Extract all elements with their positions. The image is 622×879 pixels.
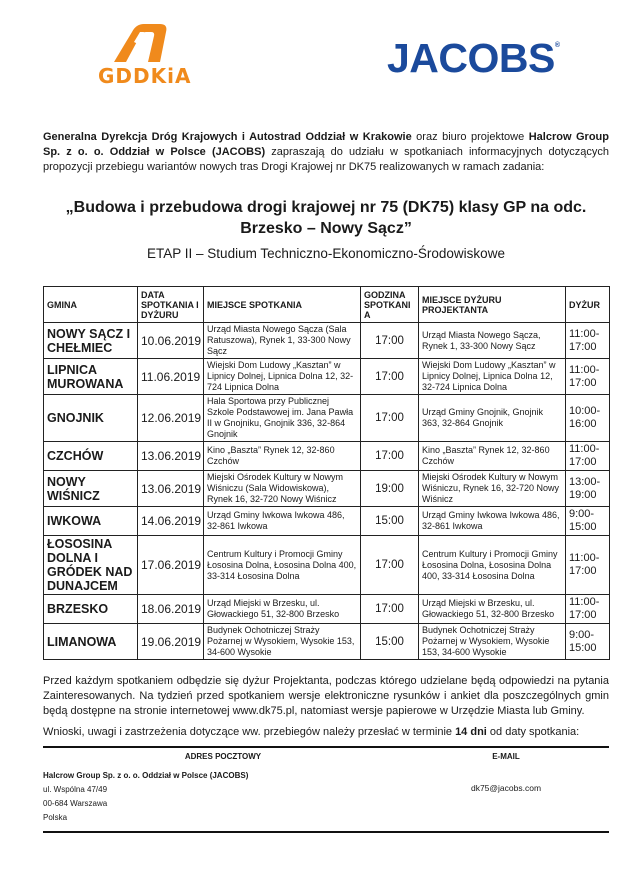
date-cell: 13.06.2019 (138, 471, 204, 507)
hour-cell: 17:00 (361, 442, 419, 471)
gmina-cell: NOWY SĄCZ I CHEŁMIEC (44, 323, 138, 359)
gddkia-logo (98, 22, 198, 92)
remarks-deadline: 14 dni (455, 726, 487, 738)
remarks-text-after: od daty spotkania: (486, 726, 580, 738)
intro-connector: oraz biuro projektowe (411, 131, 529, 143)
duty-cell: 10:00-16:00 (566, 395, 610, 442)
address-country: Polska (43, 813, 68, 822)
intro-text: zapraszają do udziału w spotkaniach informacyjnych dotyczących propozycji przebiegu wariantów nowych tras Drogi Krajowej nr DK75 realizowanych w ramach zadania: (43, 146, 609, 173)
duty-cell: 11:00-17:00 (566, 442, 610, 471)
intro-organizer: Generalna Dyrekcja Dróg Krajowych i Autostrad Oddział w Krakowie (43, 131, 412, 143)
duty-place-cell: Kino „Baszta” Rynek 12, 32-860 Czchów (419, 442, 566, 471)
date-cell: 17.06.2019 (138, 536, 204, 595)
email-header: E-MAIL (492, 752, 520, 761)
place-cell: Wiejski Dom Ludowy „Kasztan” w Lipnicy Dolnej, Lipnica Dolna 12, 32-724 Lipnica Dolna (204, 359, 361, 395)
duty-cell: 11:00-17:00 (566, 359, 610, 395)
registered-mark: ® (554, 42, 560, 49)
address-header: ADRES POCZTOWY (184, 752, 262, 761)
project-subtitle: ETAP II – Studium Techniczno-Ekonomiczno-Środowiskowe (147, 246, 505, 261)
email-link[interactable]: dk75@jacobs.com (470, 783, 542, 793)
header-gmina: GMINA (44, 287, 138, 323)
table-row (44, 471, 610, 507)
duty-cell: 11:00-17:00 (566, 595, 610, 624)
jacobs-logo (387, 35, 560, 81)
table-row (44, 359, 610, 395)
address-city: 00-684 Warszawa (43, 799, 108, 808)
page-content (0, 118, 622, 853)
hour-cell: 17:00 (361, 323, 419, 359)
gmina-cell: CZCHÓW (44, 442, 138, 471)
hour-cell: 15:00 (361, 507, 419, 536)
address-street: ul. Wspólna 47/49 (43, 785, 108, 794)
gmina-cell: GNOJNIK (44, 395, 138, 442)
date-cell: 14.06.2019 (138, 507, 204, 536)
date-cell: 11.06.2019 (138, 359, 204, 395)
hour-cell: 15:00 (361, 624, 419, 660)
table-row (44, 395, 610, 442)
date-cell: 10.06.2019 (138, 323, 204, 359)
table-row (44, 536, 610, 595)
hour-cell: 17:00 (361, 595, 419, 624)
table-row (44, 507, 610, 536)
intro-paragraph (43, 130, 609, 175)
gmina-cell: BRZESKO (44, 595, 138, 624)
contact-section (43, 746, 609, 833)
header-meeting-hour: GODZINA SPOTKANIA (361, 287, 419, 323)
gddkia-logo-text: GDDKiA (98, 64, 192, 88)
duty-cell: 11:00-17:00 (566, 323, 610, 359)
email-column (403, 751, 609, 825)
road-icon (110, 22, 170, 64)
date-cell: 13.06.2019 (138, 442, 204, 471)
duty-place-cell: Urząd Miejski w Brzesku, ul. Głowackiego 51, 32-800 Brzesko (419, 595, 566, 624)
header-duty-place: MIEJSCE DYŻURU PROJEKTANTA (419, 287, 566, 323)
duty-place-cell: Wiejski Dom Ludowy „Kasztan” w Lipnicy Dolnej, Lipnica Dolna 12, 32-724 Lipnica Dolna (419, 359, 566, 395)
duty-place-cell: Urząd Miasta Nowego Sącza, Rynek 1, 33-300 Nowy Sącz (419, 323, 566, 359)
hour-cell: 17:00 (361, 395, 419, 442)
duty-place-cell: Budynek Ochotniczej Straży Pożarnej w Wysokiem, Wysokie 153, 34-600 Wysokie (419, 624, 566, 660)
duty-place-cell: Miejski Ośrodek Kultury w Nowym Wiśniczu, Rynek 16, 32-720 Nowy Wiśnicz (419, 471, 566, 507)
duty-place-cell: Urząd Gminy Gnojnik, Gnojnik 363, 32-864 Gnojnik (419, 395, 566, 442)
place-cell: Urząd Miasta Nowego Sącza (Sala Ratuszowa), Rynek 1, 33-300 Nowy Sącz (204, 323, 361, 359)
gmina-cell: LIMANOWA (44, 624, 138, 660)
project-title: „Budowa i przebudowa drogi krajowej nr 75 (DK75) klasy GP na odc. Brzesko – Nowy Sącz” (65, 199, 587, 237)
address-column (43, 751, 403, 825)
header-duty: DYŻUR (566, 287, 610, 323)
date-cell: 12.06.2019 (138, 395, 204, 442)
remarks-paragraph (43, 725, 609, 740)
place-cell: Budynek Ochotniczej Straży Pożarnej w Wysokiem, Wysokie 153, 34-600 Wysokie (204, 624, 361, 660)
gmina-cell: ŁOSOSINA DOLNA I GRÓDEK NAD DUNAJCEM (44, 536, 138, 595)
table-body (44, 323, 610, 660)
meeting-schedule-table (43, 286, 610, 660)
postal-address (43, 769, 403, 825)
table-row (44, 624, 610, 660)
duty-cell: 9:00-15:00 (566, 624, 610, 660)
table-row (44, 323, 610, 359)
hour-cell: 19:00 (361, 471, 419, 507)
intro-company: Halcrow Group Sp. z o. o. Oddział w Polsce (JACOBS) (43, 131, 609, 158)
date-cell: 19.06.2019 (138, 624, 204, 660)
duty-cell: 9:00-15:00 (566, 507, 610, 536)
header-date: DATA SPOTKANIA I DYŻURU (138, 287, 204, 323)
duty-cell: 13:00-19:00 (566, 471, 610, 507)
hour-cell: 17:00 (361, 536, 419, 595)
note-paragraph: Przed każdym spotkaniem odbędzie się dyżur Projektanta, podczas którego udzielane będą odpowiedzi na pytania Zainteresowanych. Na tydzień przed spotkaniem wersje elektroniczne rysunków i ankiet dla poszczególnych gmin będą dostępne na stronie internetowej www.dk75.pl, natomiast wersje papierowe w Urzędzie Miasta lub Gminy. (43, 675, 609, 717)
gmina-cell: IWKOWA (44, 507, 138, 536)
table-header-row (44, 287, 610, 323)
remarks-text-before: Wnioski, uwagi i zastrzeżenia dotyczące ww. przebiegów należy przesłać w terminie (43, 726, 456, 738)
hour-cell: 17:00 (361, 359, 419, 395)
date-cell: 18.06.2019 (138, 595, 204, 624)
gmina-cell: LIPNICA MUROWANA (44, 359, 138, 395)
place-cell: Urząd Miejski w Brzesku, ul. Głowackiego 51, 32-800 Brzesko (204, 595, 361, 624)
duty-place-cell: Urząd Gminy Iwkowa Iwkowa 486, 32-861 Iwkowa (419, 507, 566, 536)
place-cell: Centrum Kultury i Promocji Gminy Łososina Dolna, Łososina Dolna 400, 33-314 Łososina Dolna (204, 536, 361, 595)
duty-cell: 11:00-17:00 (566, 536, 610, 595)
table-row (44, 442, 610, 471)
header-meeting-place: MIEJSCE SPOTKANIA (204, 287, 361, 323)
page-header (0, 0, 622, 118)
gmina-cell: NOWY WIŚNICZ (44, 471, 138, 507)
jacobs-logo-text: JACOBS (387, 35, 555, 81)
place-cell: Urząd Gminy Iwkowa Iwkowa 486, 32-861 Iwkowa (204, 507, 361, 536)
duty-place-cell: Centrum Kultury i Promocji Gminy Łososina Dolna, Łososina Dolna 400, 33-314 Łososina Dolna (419, 536, 566, 595)
place-cell: Hala Sportowa przy Publicznej Szkole Podstawowej im. Jana Pawła II w Gnojniku, Gnojnik 336, 32-864 Gnojnik (204, 395, 361, 442)
address-company: Halcrow Group Sp. z o. o. Oddział w Polsce (JACOBS) (43, 771, 249, 780)
place-cell: Kino „Baszta” Rynek 12, 32-860 Czchów (204, 442, 361, 471)
place-cell: Miejski Ośrodek Kultury w Nowym Wiśniczu (Sala Widowiskowa), Rynek 16, 32-720 Nowy Wiśnicz (204, 471, 361, 507)
table-row (44, 595, 610, 624)
